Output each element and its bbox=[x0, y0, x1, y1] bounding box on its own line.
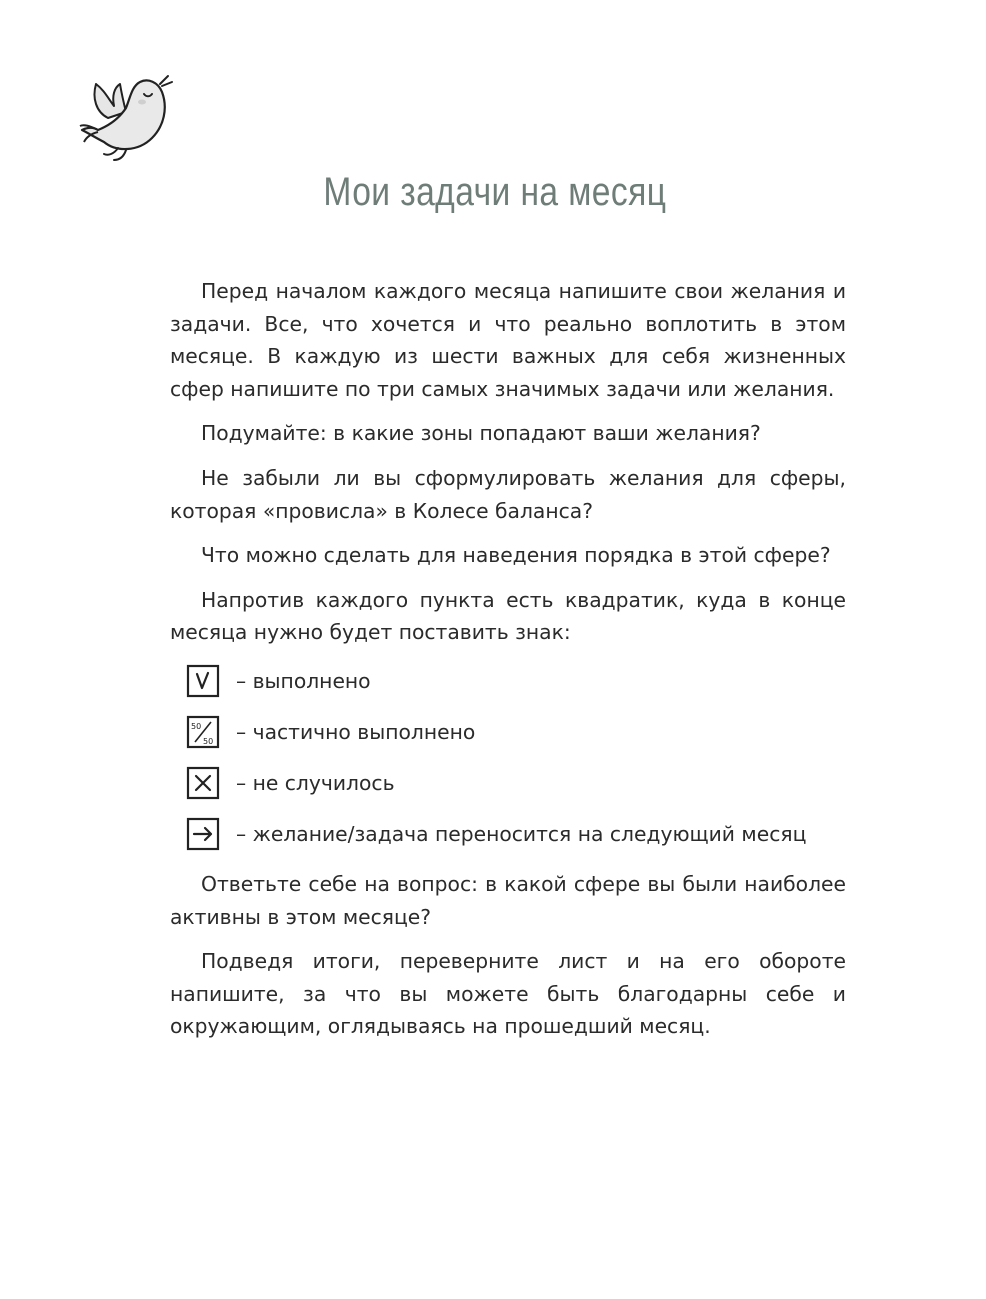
question-zones: Подумайте: в какие зоны попадают ваши желания? bbox=[201, 421, 761, 446]
question-order: Что можно сделать для наведения порядка в этой сфере? bbox=[201, 543, 831, 568]
question-active-sphere: Ответьте себе на вопрос: в какой сфере вы были наиболее активны в этом месяце? bbox=[170, 871, 846, 929]
fifty-fifty-box-icon bbox=[186, 715, 220, 749]
legend-label: – выполнено bbox=[236, 668, 371, 693]
page-title: Мои задачи на месяц bbox=[323, 170, 667, 214]
arrow-box-icon bbox=[186, 817, 220, 851]
svg-text:50: 50 bbox=[203, 736, 214, 746]
legend-label: – желание/задача переносится на следующий месяц bbox=[236, 821, 807, 846]
page-content bbox=[170, 275, 846, 1055]
checkmark-box-icon bbox=[186, 664, 220, 698]
checkbox-instruction: Напротив каждого пункта есть квадратик, куда в конце месяца нужно будет поставить знак: bbox=[170, 587, 846, 645]
bird-illustration bbox=[78, 68, 174, 168]
cross-box-icon bbox=[186, 766, 220, 800]
svg-text:50: 50 bbox=[191, 721, 202, 731]
legend-label: – не случилось bbox=[236, 770, 395, 795]
legend-label: – частично выполнено bbox=[236, 719, 476, 744]
legend-item-partial bbox=[186, 714, 846, 750]
marks-legend bbox=[186, 663, 846, 852]
legend-item-failed bbox=[186, 765, 846, 801]
intro-paragraph: Перед началом каждого месяца напишите свои желания и задачи. Все, что хочется и что реально воплотить в этом месяце. В каждую из шести важных для себя жизненных сфер напишите по три самых значимых задачи или желания. bbox=[170, 279, 846, 401]
gratitude-instruction: Подведя итоги, переверните лист и на его обороте напишите, за что вы можете быть благодарны себе и окружающим, оглядываясь на прошедший месяц. bbox=[170, 949, 846, 1039]
legend-item-moved bbox=[186, 816, 846, 852]
question-balance-wheel: Не забыли ли вы сформулировать желания для сферы, которая «провисла» в Колесе баланса? bbox=[170, 465, 846, 523]
legend-item-done bbox=[186, 663, 846, 699]
